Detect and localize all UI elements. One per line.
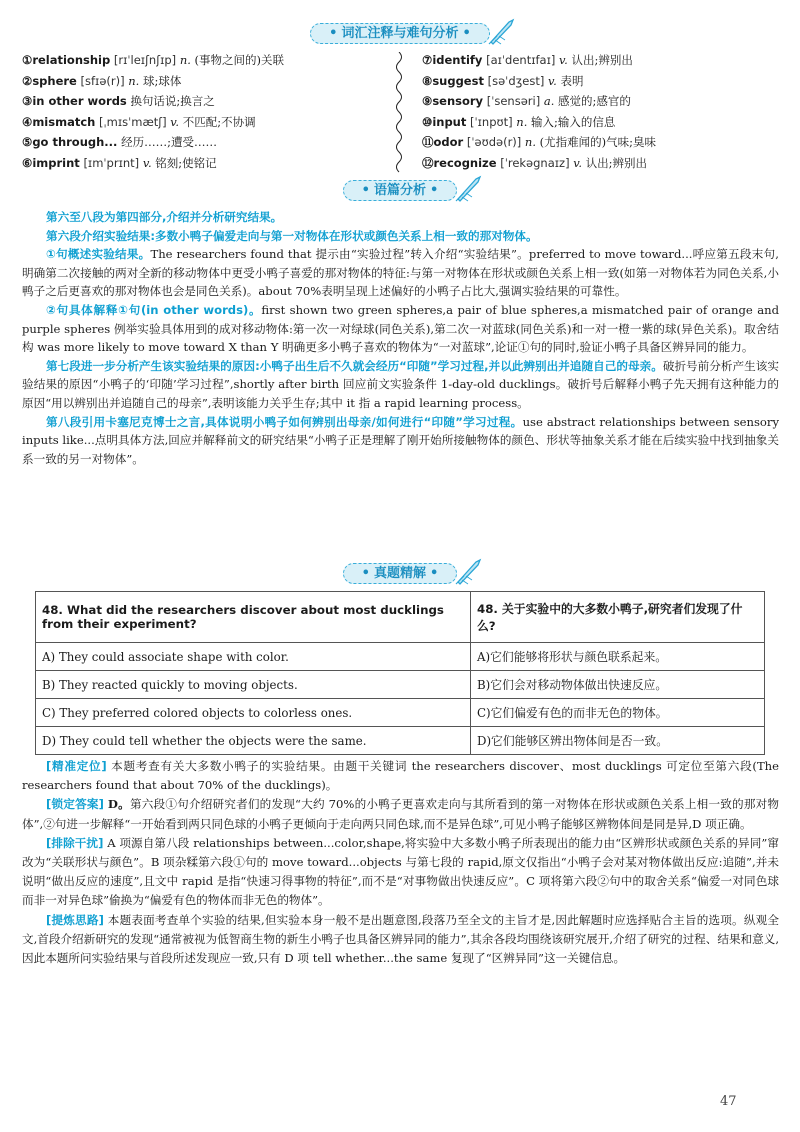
- vocab-meaning: 认出;辨别出: [571, 53, 633, 67]
- vocab-num: ⑧: [422, 73, 433, 88]
- option-a-en: A) They could associate shape with color.: [36, 643, 471, 671]
- vocab-section-title: 词汇注释与难句分析: [341, 26, 459, 41]
- vocab-ipa: [ˌmɪsˈmætʃ]: [98, 114, 167, 129]
- vocab-pos: n.: [128, 73, 140, 88]
- vocab-meaning: 铭刻;使铭记: [155, 155, 217, 170]
- vocab-pos: n.: [524, 135, 536, 149]
- option-d-en: D) They could tell whether the objects were the same.: [36, 727, 471, 755]
- vocab-word: recognize: [433, 155, 497, 170]
- vocab-pos: v.: [170, 114, 180, 129]
- vocab-word: input: [432, 114, 467, 129]
- vocab-item: [22, 153, 392, 174]
- explanation-body: [22, 757, 779, 968]
- explanation-location: [精准定位] 本题考查有关大多数小鸭子的实验结果。由题干关键词 the researchers discover、most ducklings 可定位至第六段(The researchers found that about 70% of the ducklings)。: [22, 759, 780, 793]
- option-row-b: [36, 671, 765, 699]
- analysis-section-title: 语篇分析: [373, 183, 426, 198]
- vocab-ipa: [rɪˈleɪʃnʃɪp]: [113, 53, 177, 67]
- option-d-zh: D)它们能够区辨出物体间是否一致。: [471, 727, 765, 755]
- vocab-pos: v.: [559, 53, 568, 67]
- vocab-pos: a.: [543, 94, 555, 108]
- vocab-num: ④: [22, 114, 33, 129]
- vocab-ipa: [ˈsensəri]: [486, 94, 541, 108]
- vocab-pos: v.: [573, 155, 583, 170]
- explanation-answer: [锁定答案] D。第六段①句介绍研究者们的发现“大约 70%的小鸭子更喜欢走向与其所看到的第一对物体在形状或颜色关系上相一致的那对物体”,②句进一步解释“一开始看到两只同色球的小鸭子更倾向于走向两只同色球,而不是异色球”,可见小鸭子能够区辨物体间是同是异,D 项正确。: [22, 797, 780, 831]
- vocab-ipa: [ˈrekəgnaɪz]: [500, 155, 570, 170]
- page-number: 47: [720, 1094, 737, 1109]
- analysis-section-header: [0, 179, 800, 201]
- vocab-meaning: (尤指难闻的)气味;臭味: [539, 135, 656, 149]
- vocab-meaning: 认出;辨别出: [585, 155, 648, 170]
- vocab-ipa: [ɪmˈprɪnt]: [83, 155, 140, 170]
- vocab-num: ⑫: [422, 155, 434, 170]
- vocab-num: ③: [22, 94, 33, 108]
- analysis-para3: 第七段进一步分析产生该实验结果的原因:小鸭子出生后不久就会经历“印随”学习过程,并以此辨别出并追随自己的母亲。破折号前分析产生该实验结果的原因“小鸭子的‘印随’学习过程”,shortly after birth 回应前文实验条件 1-day-old ducklings。破折号后解释小鸭子先天拥有这种能力的原因“用以辨别出并追随自己的母亲”,表明该能力关乎生存;其中 it 指 a rapid learning process。: [22, 358, 779, 410]
- vocab-item: [22, 71, 392, 92]
- analysis-line2: 第六段介绍实验结果:多数小鸭子偏爱走向与第一对物体在形状或颜色关系上相一致的那对物体。: [46, 228, 538, 243]
- question-en: 48. What did the researchers discover about most ducklings from their experiment?: [36, 592, 471, 643]
- vocab-item: [422, 132, 792, 153]
- option-row-a: [36, 643, 765, 671]
- vocab-meaning: 换句话说;换言之: [130, 94, 215, 108]
- question-zh: 48. 关于实验中的大多数小鸭子,研究者们发现了什么?: [471, 592, 765, 643]
- option-a-zh: A)它们能够将形状与颜色联系起来。: [471, 643, 765, 671]
- option-b-en: B) They reacted quickly to moving objects.: [36, 671, 471, 699]
- vocab-num: ⑪: [422, 135, 434, 149]
- option-c-zh: C)它们偏爱有色的而非无色的物体。: [471, 699, 765, 727]
- vocab-section-pill: • 词汇注释与难句分析 •: [310, 23, 490, 44]
- vocab-item: [422, 153, 792, 174]
- pen-icon: [454, 173, 484, 203]
- vocab-num: ①: [22, 53, 33, 67]
- vocab-word: in other words: [32, 94, 127, 108]
- vocab-num: ②: [22, 73, 33, 88]
- vocab-pos: v.: [548, 73, 557, 88]
- analysis-para4: 第八段引用卡塞尼克博士之言,具体说明小鸭子如何辨别出母亲/如何进行“印随”学习过程。use abstract relationships between sensory inputs like...点明具体方法,回应并解释前文的研究结果“小鸭子正是理解了刚开始所接触物体的颜色、形状等抽象关系才能在后续实验中找到抽象关系一致的另一对物体”。: [22, 414, 779, 466]
- vocab-word: suggest: [432, 73, 484, 88]
- squiggle-divider: [392, 52, 406, 174]
- option-row-d: [36, 727, 765, 755]
- analysis-para1: ①句概述实验结果。The researchers found that 提示由“实验过程”转入介绍“实验结果”。preferred to move toward...呼应第五段末句,明确第二次接触的两对全新的移动物体中更受小鸭子喜爱的那对物体的特征:与第一对物体在形状或颜色关系上相一致(如第一对物体若为同色关系,小鸭子之后更喜欢的那对物体也会是同色关系)。about 70%表明呈现上述偏好的小鸭子占比大,强调实验结果的可靠性。: [22, 247, 779, 299]
- vocab-meaning: 表明: [560, 73, 584, 88]
- exercise-section-pill: • 真题精解 •: [343, 563, 458, 584]
- vocab-meaning: 输入;输入的信息: [531, 114, 616, 129]
- vocab-word: sensory: [432, 94, 484, 108]
- vocab-num: ⑩: [422, 114, 433, 129]
- vocab-item: [422, 91, 792, 112]
- analysis-line1: 第六至八段为第四部分,介绍并分析研究结果。: [46, 210, 283, 224]
- analysis-para2: ②句具体解释①句(in other words)。first shown two green spheres,a pair of blue spheres,a mismatched pair of orange and purple spheres 例举实验具体用到的成对移动物体:第一次一对绿球(同色关系),第二次一对蓝球(同色关系)和一对一橙一紫的球(异色关系)。取舍结构 was more likely to move toward X than Y 明确更多小鸭子喜欢的物体为“一对蓝球”,论证①句的同时,验证小鸭子具备区辨异同的能力。: [22, 302, 779, 355]
- analysis-section-pill: • 语篇分析 •: [343, 180, 458, 201]
- vocab-ipa: [sfɪə(r)]: [80, 73, 125, 88]
- vocab-column-left: [22, 50, 392, 173]
- option-row-c: [36, 699, 765, 727]
- question-header-row: [36, 592, 765, 643]
- vocab-word: go through...: [32, 135, 118, 149]
- vocab-list: [22, 50, 782, 174]
- vocab-meaning: (事物之间的)关联: [194, 53, 285, 67]
- vocab-pos: v.: [142, 155, 152, 170]
- vocab-num: ⑥: [22, 155, 33, 170]
- vocab-ipa: [səˈdʒest]: [487, 73, 545, 88]
- vocab-item: [422, 112, 792, 133]
- exercise-section-header: [0, 562, 800, 584]
- vocab-meaning: 不匹配;不协调: [182, 114, 256, 129]
- vocab-meaning: 感觉的;感官的: [558, 94, 631, 108]
- exercise-section-title: 真题精解: [373, 566, 426, 581]
- vocab-item: [22, 91, 392, 112]
- vocab-ipa: [ˈɪnpʊt]: [470, 114, 513, 129]
- vocab-item: [22, 132, 392, 153]
- vocab-section-header: [0, 22, 800, 44]
- vocab-ipa: [ˈəʊdə(r)]: [466, 135, 522, 149]
- vocab-ipa: [aɪˈdentɪfaɪ]: [486, 53, 556, 67]
- vocab-pos: n.: [179, 53, 191, 67]
- vocab-meaning: 球;球体: [142, 73, 182, 88]
- vocab-word: sphere: [32, 73, 77, 88]
- vocab-num: ⑦: [422, 53, 433, 67]
- vocab-word: imprint: [32, 155, 80, 170]
- vocab-pos: n.: [516, 114, 528, 129]
- option-b-zh: B)它们会对移动物体做出快速反应。: [471, 671, 765, 699]
- vocab-num: ⑤: [22, 135, 33, 149]
- vocab-word: mismatch: [32, 114, 96, 129]
- analysis-body: [22, 208, 779, 468]
- pen-icon: [487, 16, 517, 46]
- explanation-distractors: [排除干扰] A 项源自第八段 relationships between...color,shape,将实验中大多数小鸭子所表现出的能力由“区辨形状或颜色关系的异同”窜改为“关联形状与颜色”。B 项杂糅第六段①句的 move toward...objects 与第七段的 rapid,原文仅指出“小鸭子会对某对物体做出反应:追随”,并未说明“做出反应的速度”,且文中 rapid 是指“快速习得事物的特征”,而不是“对事物做出快速反应”。C 项将第六段②句中的取舍关系“偏爱一对同色球而非一对异色球”偷换为“偏爱有色的物体而非无色的物体”。: [22, 835, 780, 908]
- vocab-item: [422, 50, 792, 71]
- pen-icon: [454, 556, 484, 586]
- option-c-en: C) They preferred colored objects to colorless ones.: [36, 699, 471, 727]
- vocab-word: identify: [432, 53, 483, 67]
- vocab-item: [22, 50, 392, 71]
- vocab-item: [422, 71, 792, 92]
- question-table: [35, 591, 765, 755]
- vocab-word: odor: [433, 135, 464, 149]
- explanation-approach: [提炼思路] 本题表面考查单个实验的结果,但实验本身一般不是出题意图,段落乃至全文的主旨才是,因此解题时应选择贴合主旨的选项。纵观全文,首段介绍新研究的发现“通常被视为低智商生物的新生小鸭子也具备区辨异同的能力”,其余各段均围绕该研究展开,介绍了研究的过程、结果和意义,因此本题所问实验结果与首段所述发现应一致,只有 D 项 tell whether...the same 复现了“区辨异同”这一关键信息。: [22, 912, 780, 966]
- vocab-word: relationship: [32, 53, 111, 67]
- vocab-meaning: 经历……;遭受……: [121, 135, 217, 149]
- vocab-column-right: [422, 50, 792, 173]
- vocab-item: [22, 112, 392, 133]
- vocab-num: ⑨: [422, 94, 433, 108]
